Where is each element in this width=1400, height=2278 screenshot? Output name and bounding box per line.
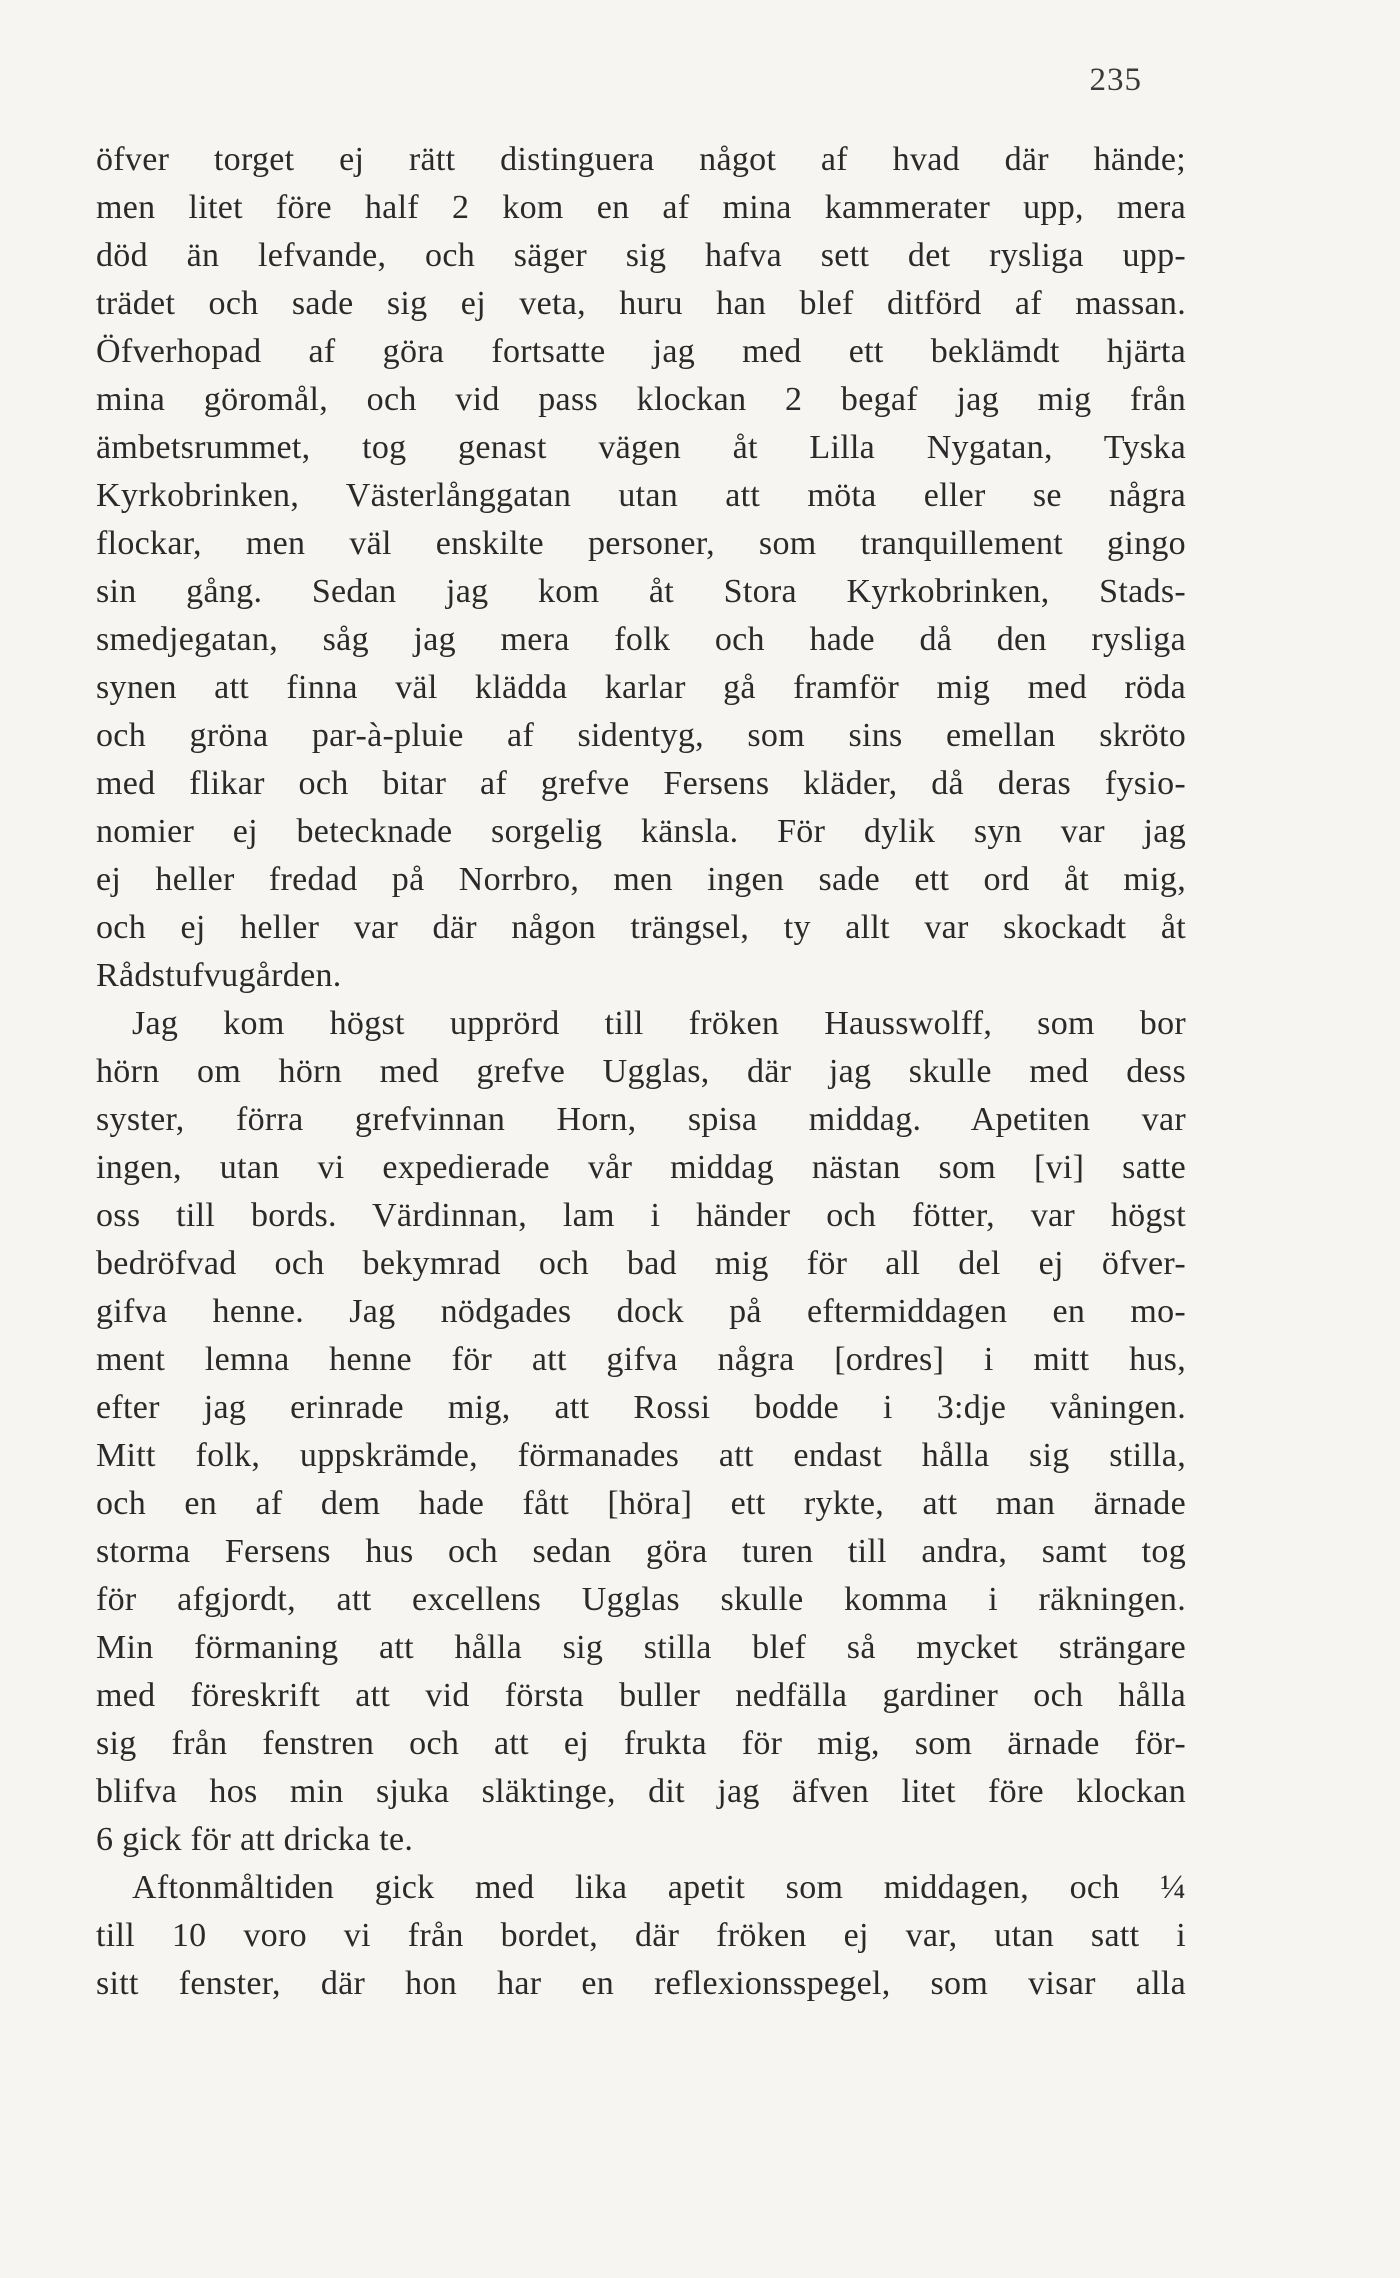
text-line: nomier ej betecknade sorgelig känsla. För dylik syn var jag: [96, 813, 1186, 850]
text-line: ingen, utan vi expedierade vår middag nästan som [vi] satte: [96, 1149, 1186, 1186]
text-line: flockar, men väl enskilte personer, som tranquillement gingo: [96, 525, 1186, 562]
text-line: sitt fenster, där hon har en reflexionsspegel, som visar alla: [96, 1965, 1186, 2002]
text-line: blifva hos min sjuka släktinge, dit jag äfven litet före klockan: [96, 1773, 1186, 1810]
text-line: till 10 voro vi från bordet, där fröken ej var, utan satt i: [96, 1917, 1186, 1954]
text-line: Aftonmåltiden gick med lika apetit som middagen, och ¼: [132, 1869, 1186, 1906]
text-line: efter jag erinrade mig, att Rossi bodde i 3:dje våningen.: [96, 1389, 1186, 1426]
text-line: Jag kom högst upprörd till fröken Hausswolff, som bor: [132, 1005, 1186, 1042]
text-line: synen att finna väl klädda karlar gå framför mig med röda: [96, 669, 1186, 706]
text-line: ej heller fredad på Norrbro, men ingen sade ett ord åt mig,: [96, 861, 1186, 898]
text-line: Mitt folk, uppskrämde, förmanades att endast hålla sig stilla,: [96, 1437, 1186, 1474]
text-line: sig från fenstren och att ej frukta för mig, som ärnade för-: [96, 1725, 1186, 1762]
text-line: Min förmaning att hålla sig stilla blef så mycket strängare: [96, 1629, 1186, 1666]
text-line: öfver torget ej rätt distinguera något af hvad där hände;: [96, 141, 1186, 178]
text-line: hörn om hörn med grefve Ugglas, där jag skulle med dess: [96, 1053, 1186, 1090]
text-line: storma Fersens hus och sedan göra turen till andra, samt tog: [96, 1533, 1186, 1570]
text-line: Kyrkobrinken, Västerlånggatan utan att möta eller se några: [96, 477, 1186, 514]
text-line: med föreskrift att vid första buller nedfälla gardiner och hålla: [96, 1677, 1186, 1714]
text-line: död än lefvande, och säger sig hafva sett det rysliga upp-: [96, 237, 1186, 274]
body-text: [96, 136, 1186, 2008]
text-line: och ej heller var där någon trängsel, ty allt var skockadt åt: [96, 909, 1186, 946]
text-line: Öfverhopad af göra fortsatte jag med ett beklämdt hjärta: [96, 333, 1186, 370]
text-line: med flikar och bitar af grefve Fersens kläder, då deras fysio-: [96, 765, 1186, 802]
text-line: mina göromål, och vid pass klockan 2 begaf jag mig från: [96, 381, 1186, 418]
text-line: och en af dem hade fått [höra] ett rykte, att man ärnade: [96, 1485, 1186, 1522]
text-line: ämbetsrummet, tog genast vägen åt Lilla Nygatan, Tyska: [96, 429, 1186, 466]
text-line: oss till bords. Värdinnan, lam i händer och fötter, var högst: [96, 1197, 1186, 1234]
text-line: men litet före half 2 kom en af mina kammerater upp, mera: [96, 189, 1186, 226]
text-line: bedröfvad och bekymrad och bad mig för all del ej öfver-: [96, 1245, 1186, 1282]
text-line: gifva henne. Jag nödgades dock på eftermiddagen en mo-: [96, 1293, 1186, 1330]
text-line: trädet och sade sig ej veta, huru han blef ditförd af massan.: [96, 285, 1186, 322]
text-line: för afgjordt, att excellens Ugglas skulle komma i räkningen.: [96, 1581, 1186, 1618]
page-number: 235: [1089, 62, 1142, 98]
text-line: och gröna par-à-pluie af sidentyg, som sins emellan skröto: [96, 717, 1186, 754]
text-line: 6 gick för att dricka te.: [96, 1821, 414, 1858]
text-line: syster, förra grefvinnan Horn, spisa middag. Apetiten var: [96, 1101, 1186, 1138]
text-line: sin gång. Sedan jag kom åt Stora Kyrkobrinken, Stads-: [96, 573, 1186, 610]
text-line: ment lemna henne för att gifva några [ordres] i mitt hus,: [96, 1341, 1186, 1378]
text-line: smedjegatan, såg jag mera folk och hade då den rysliga: [96, 621, 1186, 658]
text-line: Rådstufvugården.: [96, 957, 342, 994]
